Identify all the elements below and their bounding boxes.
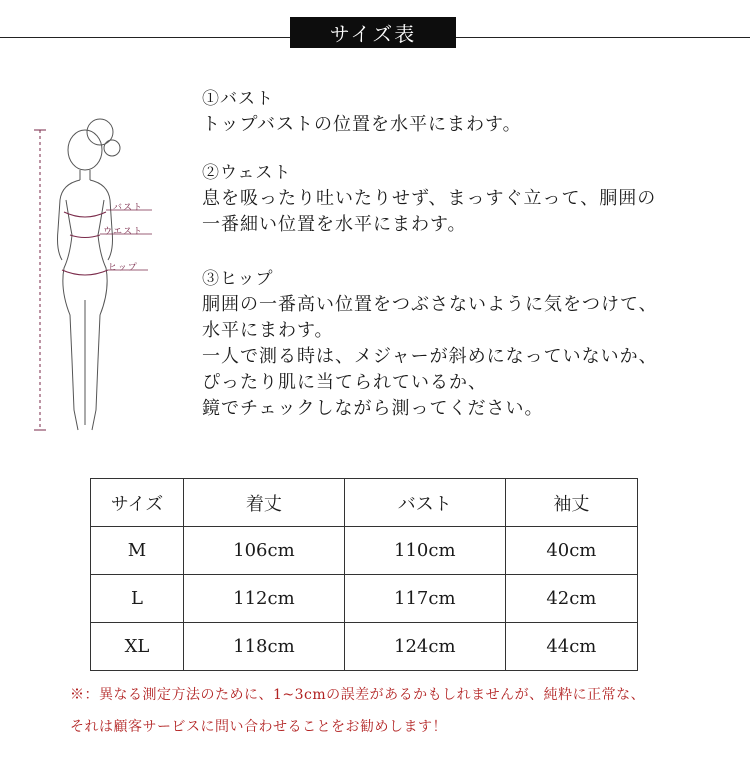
page-title: サイズ表	[290, 17, 456, 48]
table-cell: 110cm	[344, 527, 505, 575]
table-cell: 106cm	[184, 527, 345, 575]
column-header: 着丈	[184, 479, 345, 527]
table-cell: XL	[91, 623, 184, 671]
section-waist-title: ②ウェスト	[202, 163, 292, 183]
table-cell: 42cm	[505, 575, 637, 623]
section-hip-line: 水平にまわす。	[202, 320, 334, 341]
disclaimer-note: ※：異なる測定方法のために、1~3cmの誤差があるかもしれませんが、純粋に正常な、	[70, 687, 646, 703]
size-table	[90, 478, 638, 671]
column-header: バスト	[344, 479, 505, 527]
section-hip-line: 一人で測る時は、メジャーが斜めになっていないか、	[202, 346, 658, 367]
table-cell: L	[91, 575, 184, 623]
body-measurement-figure	[0, 100, 180, 470]
figure-label-waist: ウエスト	[103, 227, 144, 237]
section-hip	[202, 266, 722, 422]
table-cell: 44cm	[505, 623, 637, 671]
table-cell: 112cm	[184, 575, 345, 623]
section-waist-line: 息を吸ったり吐いたりせず、まっすぐ立って、胴囲の	[202, 188, 657, 209]
section-bust-title: ①バスト	[202, 89, 274, 109]
table-cell: 124cm	[344, 623, 505, 671]
table-cell: M	[91, 527, 184, 575]
header-rule-left	[0, 37, 290, 38]
table-header-row	[91, 479, 638, 527]
table-row	[91, 623, 638, 671]
header-rule-right	[456, 37, 750, 38]
table-cell: 117cm	[344, 575, 505, 623]
section-hip-line: 鏡でチェックしながら測ってください。	[202, 398, 544, 419]
section-bust	[202, 86, 722, 138]
section-hip-line: 胴囲の一番高い位置をつぶさないように気をつけて、	[202, 294, 658, 315]
disclaimer-note: それは顧客サービスに問い合わせることをお勧めします！	[70, 719, 447, 735]
table-cell: 118cm	[184, 623, 345, 671]
figure-label-bust: バスト	[113, 203, 144, 213]
table-row	[91, 575, 638, 623]
section-bust-line: トップバストの位置を水平にまわす。	[202, 114, 522, 135]
column-header: サイズ	[91, 479, 184, 527]
section-waist	[202, 160, 722, 238]
table-row	[91, 527, 638, 575]
column-header: 袖丈	[505, 479, 637, 527]
table-cell: 40cm	[505, 527, 637, 575]
section-waist-line: 一番細い位置を水平にまわす。	[202, 214, 467, 235]
section-hip-line: ぴったり肌に当てられているか、	[202, 372, 487, 393]
section-hip-title: ③ヒップ	[202, 269, 274, 289]
figure-label-hip: ヒップ	[108, 263, 138, 273]
